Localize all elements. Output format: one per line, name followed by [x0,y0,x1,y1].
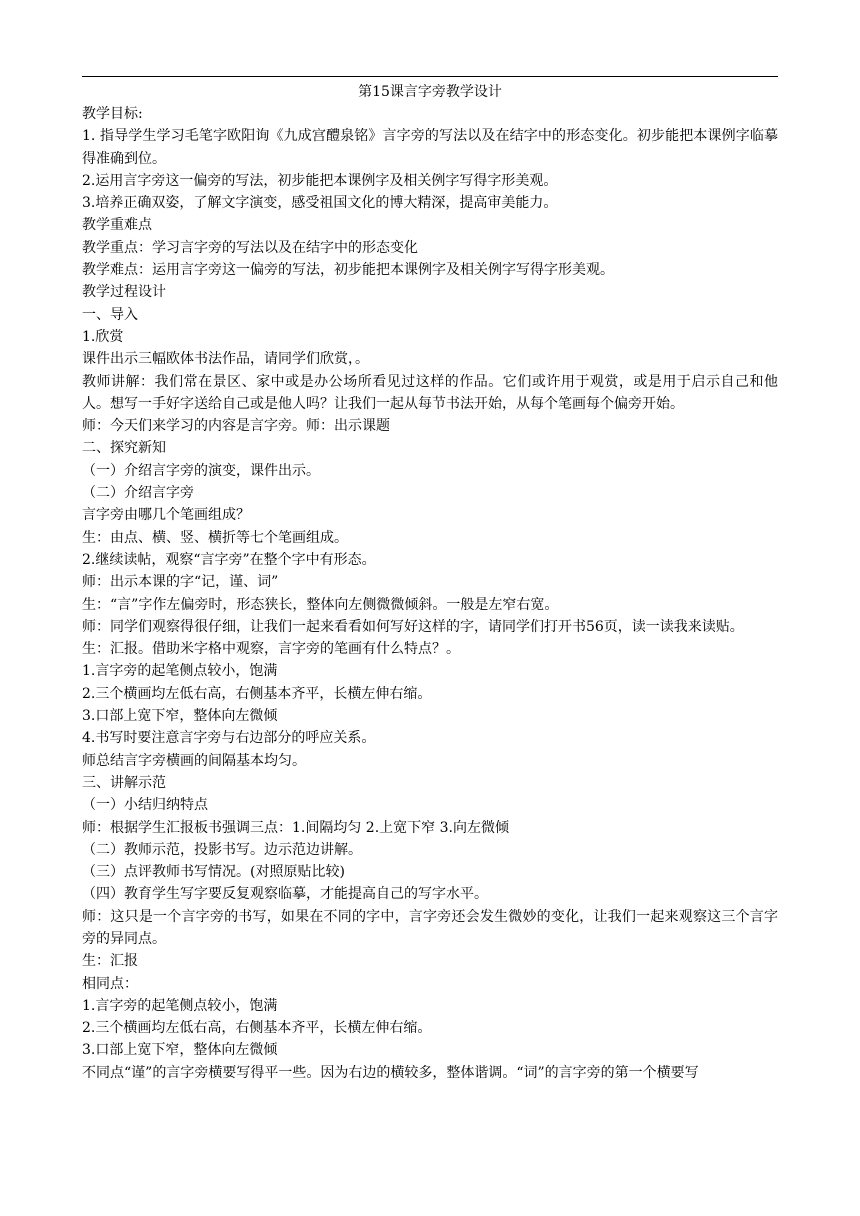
paragraph: 课件出示三幅欧体书法作品，请同学们欣赏，。 [82,351,369,368]
paragraph: 一、导入 [82,306,138,323]
paragraph: 1.言字旁的起笔侧点较小，饱满 [82,663,278,680]
paragraph: 4.书写时要注意言字旁与右边部分的呼应关系。 [82,730,376,747]
paragraph: （一）小结归纳特点 [82,797,208,814]
document-title: 第15课言字旁教学设计 [358,84,502,100]
paragraph: 教学难点：运用言字旁这一偏旁的写法，初步能把本课例字及相关例字写得字形美观。 [82,262,614,279]
paragraph: 教学重难点 [82,217,152,234]
header-rule [82,76,778,77]
paragraph: 2.运用言字旁这一偏旁的写法，初步能把本课例字及相关例字写得字形美观。 [82,172,558,189]
paragraph: （二）教师示范，投影书写。边示范边讲解。 [82,841,362,858]
paragraph: （三）点评教师书写情况。(对照原贴比较) [82,864,345,881]
paragraph: 生：“言”字作左偏旁时，形态狭长，整体向左侧微微倾斜。一般是左窄右宽。 [82,596,559,613]
paragraph: 3.口部上宽下窄，整体向左微倾 [82,708,278,725]
paragraph: 教学目标: [82,106,143,122]
paragraph: 1. 指导学生学习毛笔字欧阳询《九成宫醴泉铭》言字旁的写法以及在结字中的形态变化。初步能把本课例字临摹得准确到位。 [82,128,778,167]
paragraph: 生：由点、横、竖、横折等七个笔画组成。 [82,529,348,546]
paragraph: 三、讲解示范 [82,774,166,791]
paragraph: 师总结言字旁横画的间隔基本均匀。 [82,752,306,769]
paragraph: 言字旁由哪几个笔画组成？ [82,507,250,524]
paragraph: （二）介绍言字旁 [82,485,194,502]
paragraph: 生：汇报。借助米字格中观察，言字旁的笔画有什么特点？。 [82,641,460,658]
paragraph: 相同点： [82,975,138,992]
paragraph: 2.三个横画均左低右高，右侧基本齐平，长横左伸右缩。 [82,1020,432,1037]
paragraph: 1.欣赏 [82,328,124,345]
paragraph: 师：同学们观察得很仔细，让我们一起来看看如何写好这样的字，请同学们打开书56页，读一读我来读贴。 [82,618,744,635]
paragraph: 师：根据学生汇报板书强调三点：1.间隔均匀 2.上宽下窄 3.向左微倾 [82,819,509,836]
paragraph: （四）教育学生写字要反复观察临摹，才能提高自己的写字水平。 [82,886,488,903]
paragraph: 二、探究新知 [82,440,166,457]
paragraph: 不同点“谨”的言字旁横要写得平一些。因为右边的横较多，整体谐调。“词”的言字旁的第一个横要写 [82,1064,699,1081]
paragraph: 师：今天们来学习的内容是言字旁。师：出示课题 [82,418,390,435]
paragraph: 教学重点：学习言字旁的写法以及在结字中的形态变化 [82,239,418,256]
document-page [82,76,778,1084]
paragraph: （一）介绍言字旁的演变，课件出示。 [82,462,320,479]
document-body [82,103,778,1084]
paragraph: 师：这只是一个言字旁的书写，如果在不同的字中，言字旁还会发生微妙的变化，让我们一起来观察这三个言字旁的异同点。 [82,908,778,947]
paragraph: 3.培养正确双姿，了解文字演变，感受祖国文化的博大精深，提高审美能力。 [82,195,558,212]
paragraph: 生：汇报 [82,953,138,970]
paragraph: 2.三个横画均左低右高，右侧基本齐平，长横左伸右缩。 [82,685,432,702]
paragraph: 1.言字旁的起笔侧点较小，饱满 [82,997,278,1014]
paragraph: 教学过程设计 [82,284,166,301]
paragraph: 2.继续读帖，观察“言字旁”在整个字中有形态。 [82,551,376,568]
paragraph: 3.口部上宽下窄，整体向左微倾 [82,1042,278,1059]
paragraph: 教师讲解：我们常在景区、家中或是办公场所看见过这样的作品。它们或许用于观赏，或是用于启示自己和他人。想写一手好字送给自己或是他人吗？让我们一起从每节书法开始，从每个笔画每个偏旁开始。 [82,373,778,412]
paragraph: 师：出示本课的字“记，谨、词” [82,574,279,591]
